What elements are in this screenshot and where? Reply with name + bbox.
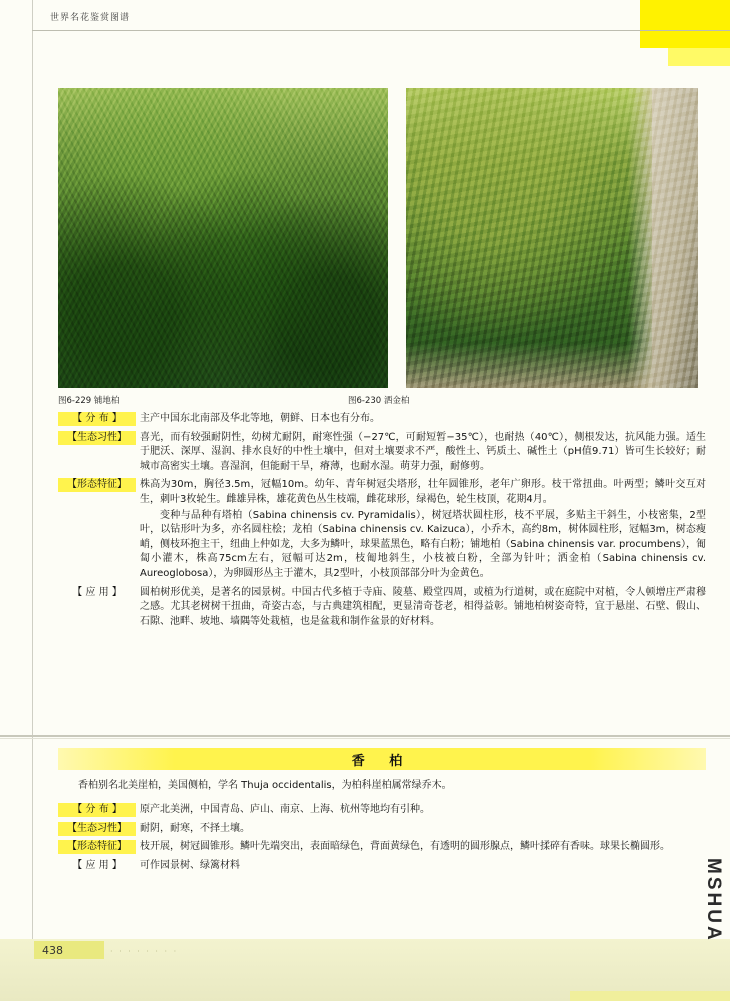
section-text-ecology (140, 431, 706, 476)
section-text-morphology (140, 478, 706, 582)
paragraph: 株高为30m，胸径3.5m，冠幅10m。幼年、青年树冠尖塔形，壮年圆锥形，老年广卵形。枝干常扭曲。叶两型；鳞叶交互对生，刺叶3枚轮生。雌雄异株，雄花黄色丛生枝端，雌花球形，绿褐色，轮生枝顶，花期4月。 (140, 479, 706, 505)
brand-mark: MSHUA (703, 858, 724, 943)
figure-caption-1: 图6-229 铺地柏 (58, 396, 120, 406)
section-application (58, 586, 706, 631)
section-text-application (140, 586, 706, 631)
section-text-ecology-2 (140, 822, 706, 838)
section-label-distribution: 【 分 布 】 (58, 412, 136, 426)
figure-caption-2: 图6-230 洒金柏 (348, 396, 410, 406)
page-number: 438 (42, 944, 63, 957)
section-label-ecology-2: 【生态习性】 (58, 822, 136, 836)
paragraph: 原产北美洲，中国青岛、庐山、南京、上海、杭州等地均有引种。 (140, 804, 430, 815)
section-ecology-2 (58, 822, 706, 838)
running-head: 世界名花鉴赏图谱 (50, 13, 131, 23)
section-distribution-2 (58, 803, 706, 819)
article-2-intro: 香柏别名北美崖柏，美国侧柏，学名 Thuja occidentalis，为柏科崖柏属常绿乔木。 (78, 780, 452, 791)
figure-group (58, 88, 698, 388)
section-label-morphology: 【形态特征】 (58, 478, 136, 492)
article-2-title-band (58, 748, 706, 770)
paragraph: 耐阴，耐寒，不择土壤。 (140, 822, 250, 834)
section-distribution (58, 412, 706, 428)
section-label-application-2: 【 应 用 】 (72, 859, 122, 871)
section-divider (0, 735, 730, 737)
section-divider-shadow (0, 738, 730, 739)
section-text-distribution-2 (140, 803, 706, 819)
paragraph: 变种与品种有塔柏（Sabina chinensis cv. Pyramidalis），树冠塔状圆柱形，枝不平展，多贴主干斜生，小枝密集，2型叶，以钻形叶为多，亦名圆柱桧；龙柏（Sabina chinensis cv. Kaizuca），小乔木，高约8m，树体圆柱形，冠幅3m，树态瘦峭，侧枝环抱主干，纽曲上仲如龙，大多为鳞叶，球果蓝黑色，略有白粉；铺地柏（Sabina chinensis var. procumbens），匍匐小灌木，株高75cm左右，冠幅可达2m，枝匍地斜生，小枝被白粉，全部为针叶；洒金柏（Sabina chinensis cv. Aureoglobosa），为卵圆形丛主于灌木，具2型叶，小枝顶部部分叶为金黄色。 (140, 509, 706, 579)
left-margin-rule (32, 0, 33, 1001)
paragraph: 可作园景树、绿篱材料 (140, 859, 240, 871)
paragraph: 喜光，而有较强耐阴性，幼树尤耐阴，耐寒性强（−27℃，可耐短暂−35℃），也耐热（40℃），侧根发达，抗风能力强。适生于肥沃、深厚、湿润、排水良好的中性土壤中，但对土壤要求不严，酸性土、钙质土、碱性土（pH值9.71）皆可生长较好；耐城市高密实土壤。喜湿润，但能耐干旱，瘠薄，也耐水湿。萌芽力强，耐修剪。 (140, 431, 706, 472)
section-application-2 (58, 859, 706, 875)
top-right-yellow-block (640, 0, 730, 48)
article-2-title: 香 柏 (351, 753, 413, 769)
section-ecology (58, 431, 706, 476)
paragraph: 主产中国东北南部及华北等地，朝鲜、日本也有分布。 (140, 413, 380, 424)
footer-yellow-strip (570, 991, 730, 1001)
section-morphology (58, 478, 706, 582)
roadway-detail (652, 88, 698, 388)
paragraph: 枝开展，树冠圆锥形。鳞叶先端突出，表面暗绿色，背面黄绿色，有透明的圆形腺点，鳞叶揉碎有香味。球果长椭圆形。 (140, 841, 670, 853)
figure-image-2 (406, 88, 698, 388)
paragraph: 圆柏树形优美，是著名的园景树。中国古代多植于寺庙、陵墓、殿堂四周，或植为行道树，或在庭院中对植，令人顿增庄严肃穆之感。尤其老树树干扭曲，奇姿古态，与古典建筑相配，更显清奇苍老，相得益彰。铺地柏树姿奇特，宜于悬崖、石壁、假山、石隙、池畔、坡地、墙隅等处栽植，也是盆栽和制作盆景的好材料。 (140, 586, 706, 627)
article-2-sections (58, 803, 706, 874)
section-label-morphology-2: 【形态特征】 (58, 840, 136, 854)
article-1-body (58, 412, 706, 633)
section-text-distribution (140, 412, 706, 428)
footer-ornament: · · · · · · · · (110, 947, 179, 956)
article-2 (58, 748, 706, 877)
section-text-application-2 (140, 859, 706, 875)
section-morphology-2 (58, 840, 706, 856)
section-label-ecology: 【生态习性】 (58, 431, 136, 445)
figure-captions (58, 394, 698, 406)
section-label-distribution-2: 【 分 布 】 (58, 803, 136, 817)
section-text-morphology-2 (140, 840, 706, 856)
figure-image-1 (58, 88, 388, 388)
section-label-application: 【 应 用 】 (72, 586, 122, 598)
header-rule (32, 30, 730, 31)
top-right-yellow-block-secondary (668, 48, 730, 66)
